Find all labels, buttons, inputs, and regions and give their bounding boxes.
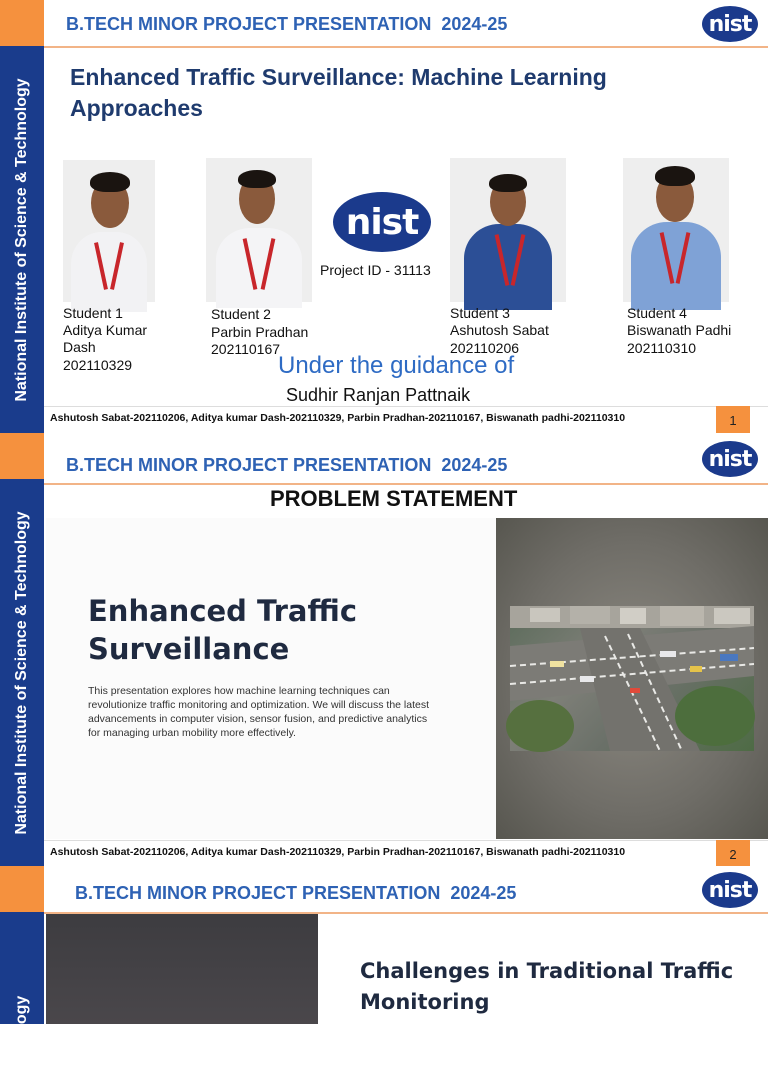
sidebar — [0, 46, 44, 433]
project-id: Project ID - 31113 — [320, 262, 431, 278]
student-roll: 202110167 — [211, 341, 281, 357]
header-corner — [0, 433, 44, 479]
sidebar-text: Technology — [13, 995, 30, 1084]
guide-name: Sudhir Ranjan Pattnaik — [286, 385, 471, 405]
embedded-slide — [46, 518, 496, 839]
student-3-photo — [450, 158, 566, 302]
center-logo-mark: nist — [333, 192, 431, 252]
sidebar-text: National Institute of Science & Technology — [13, 510, 30, 835]
challenges-image-panel — [46, 914, 318, 1024]
student-roll: 202110206 — [450, 340, 520, 356]
nist-logo: nist — [702, 441, 758, 477]
sidebar — [0, 479, 44, 866]
page-number: 2 — [716, 840, 750, 868]
student-name: Aditya Kumar Dash — [63, 322, 148, 355]
nist-logo-center — [333, 192, 431, 252]
student-4-photo — [623, 158, 729, 302]
sidebar — [0, 912, 44, 1084]
guidance-label: Under the guidance of — [278, 352, 515, 379]
student-label: Student 3 — [450, 305, 510, 321]
footer-authors: Ashutosh Sabat-202110206, Aditya kumar Dash-202110329, Parbin Pradhan-202110167, Biswanath padhi-202110310 — [50, 846, 626, 858]
header-corner — [0, 866, 44, 912]
page-number: 1 — [716, 406, 750, 434]
student-name: Parbin Pradhan — [211, 324, 309, 340]
sidebar-text: National Institute of Science & Technology — [13, 77, 30, 402]
footer-divider — [44, 406, 768, 407]
nist-logo: nist — [702, 872, 758, 908]
student-name: Biswanath Padhi — [627, 322, 732, 338]
student-roll: 202110329 — [63, 357, 133, 373]
footer-authors: Ashutosh Sabat-202110206, Aditya kumar Dash-202110329, Parbin Pradhan-202110167, Biswanath padhi-202110310 — [50, 412, 626, 424]
student-label: Student 2 — [211, 306, 271, 322]
traffic-image-panel — [496, 518, 768, 839]
header-title: B.TECH MINOR PROJECT PRESENTATION 2024-25 — [66, 455, 508, 475]
student-label: Student 4 — [627, 305, 687, 321]
challenges-title: Challenges in Traditional Traffic Monitoring — [360, 959, 734, 1014]
header-title: B.TECH MINOR PROJECT PRESENTATION 2024-25 — [75, 883, 517, 903]
embedded-slide-title: Enhanced Traffic Surveillance — [88, 594, 358, 666]
presentation-title: Enhanced Traffic Surveillance: Machine Learning Approaches — [70, 64, 607, 121]
problem-statement-title: PROBLEM STATEMENT — [270, 486, 518, 511]
student-2-photo — [206, 158, 312, 302]
header-corner — [0, 0, 44, 46]
header-title: B.TECH MINOR PROJECT PRESENTATION 2024-25 — [66, 14, 508, 34]
student-label: Student 1 — [63, 305, 123, 321]
slide-1 — [0, 0, 768, 433]
header-divider — [44, 483, 768, 485]
embedded-slide-body: This presentation explores how machine learning techniques can revolutionize traffic monitoring and optimization. We will discuss the latest advancements in computer vision, sensor fusion, and predictive analytics for managing urban mobility more effectively. — [88, 685, 430, 739]
footer-divider — [44, 840, 768, 841]
student-roll: 202110310 — [627, 340, 697, 356]
header-divider — [44, 46, 768, 48]
student-1-photo — [63, 160, 155, 302]
nist-logo: nist — [702, 6, 758, 42]
traffic-intersection-image — [510, 606, 754, 751]
student-name: Ashutosh Sabat — [450, 322, 549, 338]
